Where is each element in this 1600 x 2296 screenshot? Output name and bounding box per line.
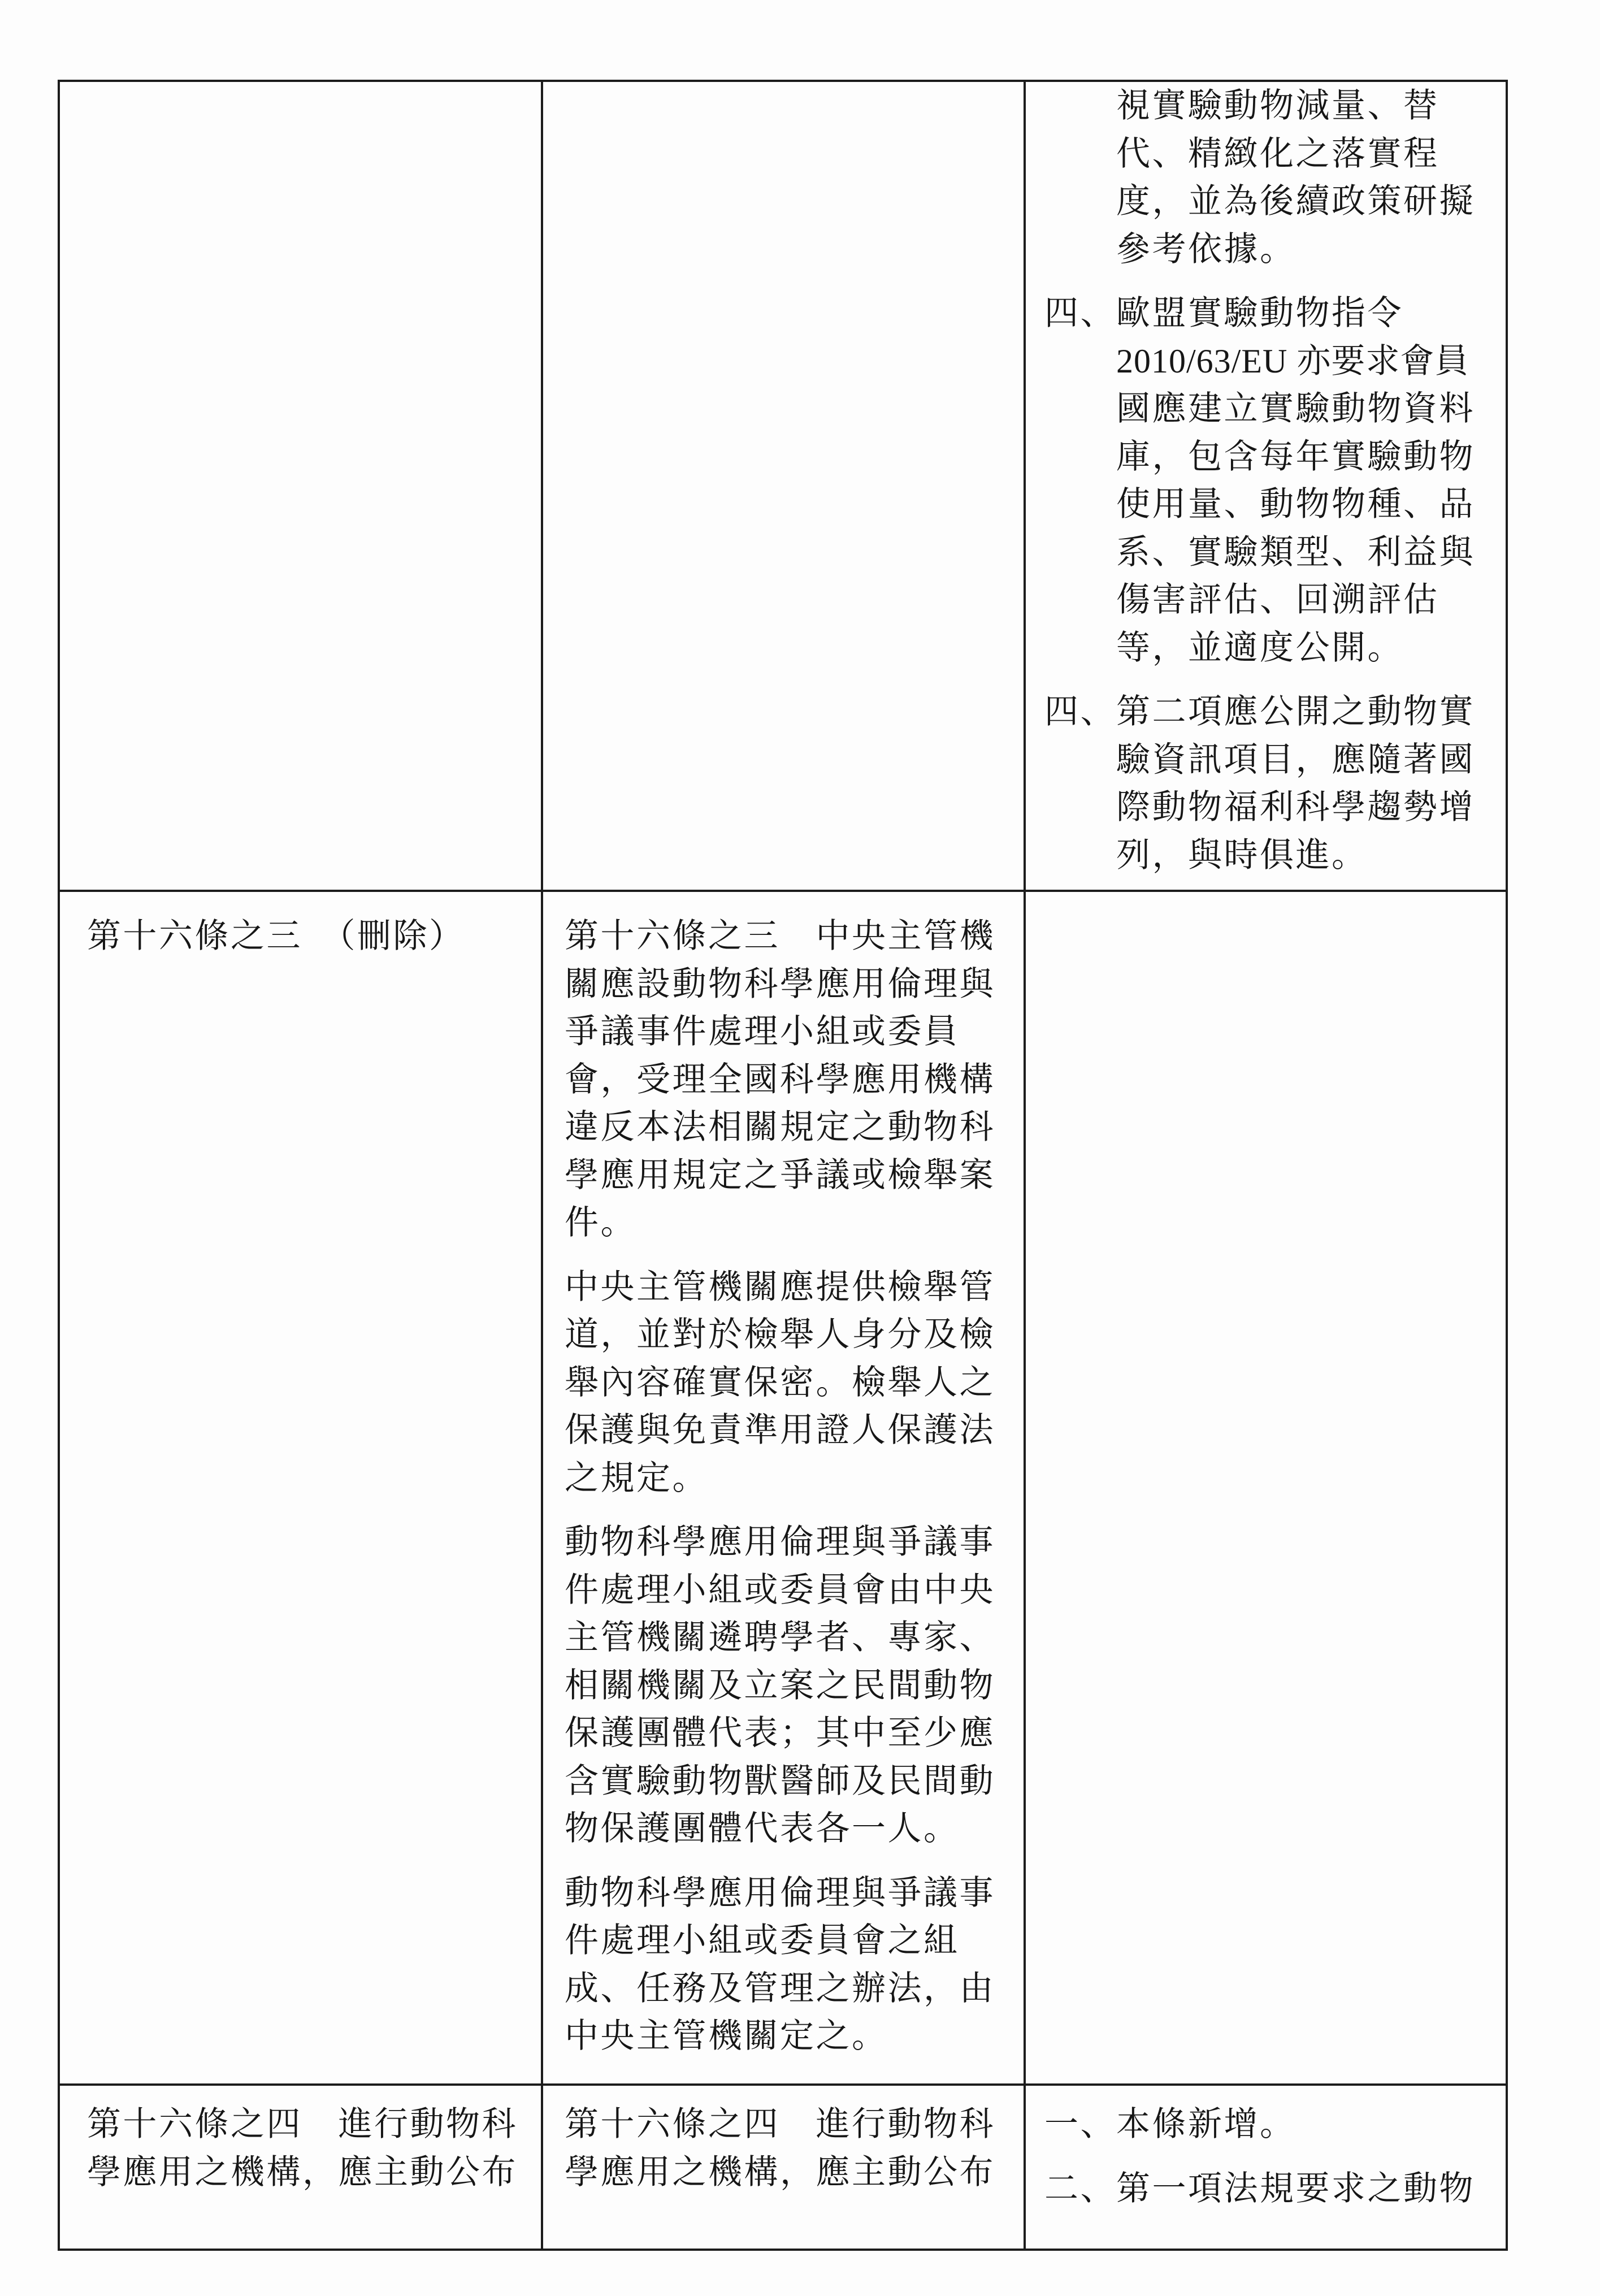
text-line: 關應設動物科學應用倫理與	[565, 965, 995, 1003]
article-paragraph	[565, 1869, 1024, 2060]
text-line: 參考依據。	[1116, 230, 1296, 268]
text-line: 中央主管機關應提供檢舉管	[565, 1268, 995, 1306]
paragraph-body	[565, 2100, 995, 2196]
text-line: 國應建立實驗動物資料	[1116, 390, 1475, 427]
table-cell-row1-col1	[60, 82, 541, 890]
text-line: 成、任務及管理之辦法，由	[565, 1969, 995, 2007]
article-paragraph	[565, 912, 1024, 1247]
item-body	[1116, 2165, 1475, 2213]
text-line: 保護團體代表；其中至少應	[565, 1714, 995, 1752]
text-line: 保護與免責準用證人保護法	[565, 1411, 995, 1449]
article-paragraph	[565, 1263, 1024, 1502]
text-line: 列，與時俱進。	[1116, 836, 1368, 874]
article-paragraph	[565, 1518, 1024, 1853]
text-line: 件。	[565, 1204, 636, 1241]
text-line: 中央主管機關定之。	[565, 2017, 888, 2055]
text-line: 本條新增。	[1116, 2106, 1296, 2143]
text-line: 歐盟實驗動物指令	[1116, 294, 1403, 332]
table-cell-row2-col3	[1026, 892, 1506, 2083]
item-body	[1116, 2100, 1296, 2148]
text-line: 之規定。	[565, 1459, 708, 1497]
text-line: 會，受理全國科學應用機構	[565, 1060, 995, 1098]
text-line: 件處理小組或委員會由中央	[565, 1571, 995, 1609]
paragraph-body	[565, 1518, 995, 1853]
text-line: 學應用之機構，應主動公布	[87, 2153, 518, 2191]
text-line: 主管機關遴聘學者、專家、	[565, 1619, 995, 1656]
text-line: 等，並適度公開。	[1116, 629, 1403, 666]
paragraph-body	[565, 1263, 995, 1502]
paragraph-body	[565, 912, 995, 1247]
text-line: 物保護團體代表各一人。	[565, 1810, 960, 1847]
text-line: 學應用之機構，應主動公布	[565, 2153, 995, 2191]
article-paragraph	[87, 912, 541, 960]
text-line: 系、實驗類型、利益與	[1116, 533, 1475, 571]
text-line: 第十六條之四 進行動物科	[565, 2106, 995, 2143]
paragraph-body	[565, 1869, 995, 2060]
numbered-item	[1044, 289, 1506, 672]
text-line: 驗資訊項目，應隨著國	[1116, 740, 1475, 778]
table-border-bottom	[58, 2249, 1508, 2251]
article-paragraph	[87, 2100, 541, 2196]
numbered-item	[1044, 688, 1506, 879]
table-border-right	[1506, 80, 1508, 2251]
text-line: 相關機關及立案之民間動物	[565, 1666, 995, 1704]
text-line: 第十六條之四 進行動物科	[87, 2106, 518, 2143]
text-line: 爭議事件處理小組或委員	[565, 1013, 960, 1050]
table-cell-row2-col2	[543, 892, 1024, 2083]
item-body	[1116, 289, 1475, 672]
item-number: 四、	[1044, 693, 1116, 730]
numbered-item	[1044, 2100, 1506, 2148]
text-line: 道，並對於檢舉人身分及檢	[565, 1316, 995, 1353]
item-number: 四、	[1044, 294, 1116, 332]
text-line: 動物科學應用倫理與爭議事	[565, 1874, 995, 1912]
text-line: 動物科學應用倫理與爭議事	[565, 1523, 995, 1561]
text-line: 傷害評估、回溯評估	[1116, 581, 1439, 618]
table-cell-row1-col2	[543, 82, 1024, 890]
text-line: 庫，包含每年實驗動物	[1116, 437, 1475, 475]
item-body	[1116, 82, 1475, 273]
text-line: 舉內容確實保密。檢舉人之	[565, 1363, 995, 1401]
table-cell-row2-col1	[60, 892, 541, 2083]
paragraph-body	[87, 2100, 518, 2196]
item-body	[1116, 688, 1475, 879]
text-line: 違反本法相關規定之動物科	[565, 1108, 995, 1146]
table-cell-row3-col2	[543, 2086, 1024, 2249]
text-line: 第一項法規要求之動物	[1116, 2169, 1475, 2207]
text-line: 使用量、動物物種、品	[1116, 486, 1475, 523]
table-cell-row3-col1	[60, 2086, 541, 2249]
item-number: 一、	[1044, 2106, 1116, 2143]
text-line: 代、精緻化之落實程	[1116, 135, 1439, 172]
numbered-item	[1044, 2165, 1506, 2213]
text-line: 第二項應公開之動物實	[1116, 693, 1475, 730]
article-paragraph	[565, 2100, 1024, 2196]
item-number: 二、	[1044, 2169, 1116, 2207]
text-line: 2010/63/EU 亦要求會員	[1116, 342, 1469, 380]
text-line: 第十六條之三 中央主管機	[565, 917, 995, 955]
text-line: 際動物福利科學趨勢增	[1116, 789, 1475, 826]
text-line: 度，並為後續政策研擬	[1116, 183, 1475, 220]
text-line: 件處理小組或委員會之組	[565, 1922, 960, 1959]
continued-item	[1044, 82, 1506, 273]
text-line: 含實驗動物獸醫師及民間動	[565, 1762, 995, 1800]
text-line: 學應用規定之爭議或檢舉案	[565, 1156, 995, 1194]
table-cell-row3-col3	[1026, 2086, 1506, 2249]
text-line: 視實驗動物減量、替	[1116, 87, 1439, 124]
paragraph-body	[87, 912, 465, 960]
table-cell-row1-col3	[1026, 82, 1506, 890]
text-line: 第十六條之三 （刪除）	[87, 917, 465, 955]
